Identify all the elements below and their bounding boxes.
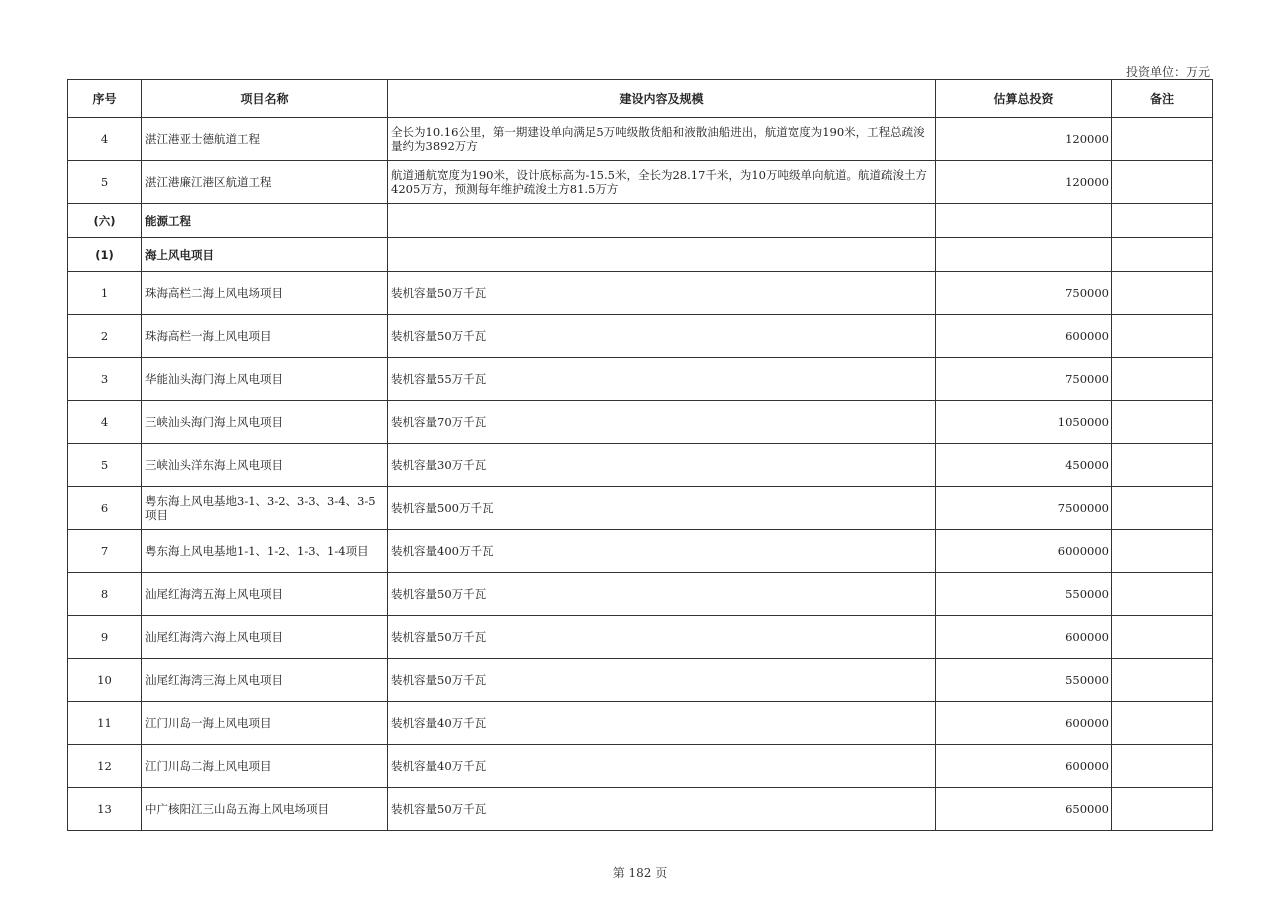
cell-content: 装机容量50万千瓦 bbox=[388, 315, 936, 358]
cell-project-name: 中广核阳江三山岛五海上风电场项目 bbox=[142, 788, 388, 831]
cell-content: 装机容量50万千瓦 bbox=[388, 573, 936, 616]
table-body bbox=[68, 118, 1213, 831]
table-row bbox=[68, 161, 1213, 204]
table-row bbox=[68, 702, 1213, 745]
table-row bbox=[68, 616, 1213, 659]
table-row bbox=[68, 573, 1213, 616]
cell-content: 装机容量30万千瓦 bbox=[388, 444, 936, 487]
cell-project-name: 粤东海上风电基地1-1、1-2、1-3、1-4项目 bbox=[142, 530, 388, 573]
cell-remark bbox=[1112, 530, 1213, 573]
cell-remark bbox=[1112, 745, 1213, 788]
header-investment: 估算总投资 bbox=[936, 80, 1112, 118]
cell-investment: 600000 bbox=[936, 315, 1112, 358]
table-header-row bbox=[68, 80, 1213, 118]
cell-seq: 3 bbox=[68, 358, 142, 401]
table-row bbox=[68, 315, 1213, 358]
cell-project-name: 湛江港廉江港区航道工程 bbox=[142, 161, 388, 204]
cell-investment: 750000 bbox=[936, 358, 1112, 401]
cell-project-name: 江门川岛二海上风电项目 bbox=[142, 745, 388, 788]
cell-seq: 4 bbox=[68, 401, 142, 444]
table-row bbox=[68, 487, 1213, 530]
cell-project-name: 海上风电项目 bbox=[142, 238, 388, 272]
cell-content: 装机容量500万千瓦 bbox=[388, 487, 936, 530]
cell-remark bbox=[1112, 444, 1213, 487]
header-remark: 备注 bbox=[1112, 80, 1213, 118]
cell-investment: 450000 bbox=[936, 444, 1112, 487]
section-row bbox=[68, 204, 1213, 238]
table-row bbox=[68, 444, 1213, 487]
investment-unit-label: 投资单位：万元 bbox=[1125, 65, 1210, 79]
table-row bbox=[68, 358, 1213, 401]
cell-investment: 550000 bbox=[936, 659, 1112, 702]
cell-investment: 1050000 bbox=[936, 401, 1112, 444]
cell-remark bbox=[1112, 702, 1213, 745]
cell-content: 全长为10.16公里，第一期建设单向满足5万吨级散货船和液散油船进出，航道宽度为190米，工程总疏浚量约为3892万方 bbox=[388, 118, 936, 161]
cell-project-name: 汕尾红海湾五海上风电项目 bbox=[142, 573, 388, 616]
cell-content: 装机容量400万千瓦 bbox=[388, 530, 936, 573]
table-row bbox=[68, 272, 1213, 315]
cell-investment: 600000 bbox=[936, 745, 1112, 788]
cell-remark bbox=[1112, 161, 1213, 204]
cell-content: 装机容量50万千瓦 bbox=[388, 272, 936, 315]
cell-remark bbox=[1112, 616, 1213, 659]
cell-investment bbox=[936, 204, 1112, 238]
cell-project-name: 江门川岛一海上风电项目 bbox=[142, 702, 388, 745]
cell-content: 装机容量40万千瓦 bbox=[388, 745, 936, 788]
cell-investment: 600000 bbox=[936, 616, 1112, 659]
cell-remark bbox=[1112, 118, 1213, 161]
cell-remark bbox=[1112, 487, 1213, 530]
cell-seq: 2 bbox=[68, 315, 142, 358]
cell-content bbox=[388, 238, 936, 272]
cell-remark bbox=[1112, 788, 1213, 831]
header-seq: 序号 bbox=[68, 80, 142, 118]
page-number: 第 182 页 bbox=[612, 866, 668, 880]
section-row bbox=[68, 238, 1213, 272]
cell-investment: 6000000 bbox=[936, 530, 1112, 573]
cell-content bbox=[388, 204, 936, 238]
cell-project-name: 粤东海上风电基地3-1、3-2、3-3、3-4、3-5项目 bbox=[142, 487, 388, 530]
cell-project-name: 汕尾红海湾六海上风电项目 bbox=[142, 616, 388, 659]
table-row bbox=[68, 788, 1213, 831]
cell-content: 航道通航宽度为190米，设计底标高为-15.5米，全长为28.17千米，为10万吨级单向航道。航道疏浚土方4205万方，预测每年维护疏浚土方81.5万方 bbox=[388, 161, 936, 204]
cell-investment: 120000 bbox=[936, 161, 1112, 204]
cell-investment: 7500000 bbox=[936, 487, 1112, 530]
cell-remark bbox=[1112, 401, 1213, 444]
header-content: 建设内容及规模 bbox=[388, 80, 936, 118]
cell-content: 装机容量55万千瓦 bbox=[388, 358, 936, 401]
cell-remark bbox=[1112, 659, 1213, 702]
cell-remark bbox=[1112, 272, 1213, 315]
cell-investment bbox=[936, 238, 1112, 272]
cell-investment: 600000 bbox=[936, 702, 1112, 745]
cell-remark bbox=[1112, 315, 1213, 358]
cell-remark bbox=[1112, 358, 1213, 401]
cell-seq: 13 bbox=[68, 788, 142, 831]
table-row bbox=[68, 401, 1213, 444]
cell-seq: 12 bbox=[68, 745, 142, 788]
cell-investment: 550000 bbox=[936, 573, 1112, 616]
header-name: 项目名称 bbox=[142, 80, 388, 118]
table-row bbox=[68, 659, 1213, 702]
cell-content: 装机容量50万千瓦 bbox=[388, 616, 936, 659]
cell-investment: 120000 bbox=[936, 118, 1112, 161]
project-table bbox=[67, 79, 1213, 831]
cell-seq: 9 bbox=[68, 616, 142, 659]
cell-seq: 8 bbox=[68, 573, 142, 616]
cell-content: 装机容量40万千瓦 bbox=[388, 702, 936, 745]
table-row bbox=[68, 118, 1213, 161]
table-row bbox=[68, 530, 1213, 573]
cell-content: 装机容量70万千瓦 bbox=[388, 401, 936, 444]
cell-project-name: 珠海高栏二海上风电场项目 bbox=[142, 272, 388, 315]
cell-content: 装机容量50万千瓦 bbox=[388, 659, 936, 702]
cell-seq: (1) bbox=[68, 238, 142, 272]
cell-project-name: 珠海高栏一海上风电项目 bbox=[142, 315, 388, 358]
cell-seq: 4 bbox=[68, 118, 142, 161]
cell-project-name: 汕尾红海湾三海上风电项目 bbox=[142, 659, 388, 702]
cell-content: 装机容量50万千瓦 bbox=[388, 788, 936, 831]
cell-seq: 10 bbox=[68, 659, 142, 702]
cell-project-name: 华能汕头海门海上风电项目 bbox=[142, 358, 388, 401]
cell-seq: (六) bbox=[68, 204, 142, 238]
table-row bbox=[68, 745, 1213, 788]
cell-remark bbox=[1112, 204, 1213, 238]
cell-seq: 5 bbox=[68, 444, 142, 487]
cell-investment: 650000 bbox=[936, 788, 1112, 831]
cell-remark bbox=[1112, 573, 1213, 616]
cell-project-name: 能源工程 bbox=[142, 204, 388, 238]
cell-seq: 7 bbox=[68, 530, 142, 573]
cell-seq: 6 bbox=[68, 487, 142, 530]
cell-seq: 11 bbox=[68, 702, 142, 745]
cell-investment: 750000 bbox=[936, 272, 1112, 315]
cell-seq: 1 bbox=[68, 272, 142, 315]
cell-project-name: 三峡汕头洋东海上风电项目 bbox=[142, 444, 388, 487]
cell-project-name: 三峡汕头海门海上风电项目 bbox=[142, 401, 388, 444]
cell-seq: 5 bbox=[68, 161, 142, 204]
cell-project-name: 湛江港亚士德航道工程 bbox=[142, 118, 388, 161]
cell-remark bbox=[1112, 238, 1213, 272]
